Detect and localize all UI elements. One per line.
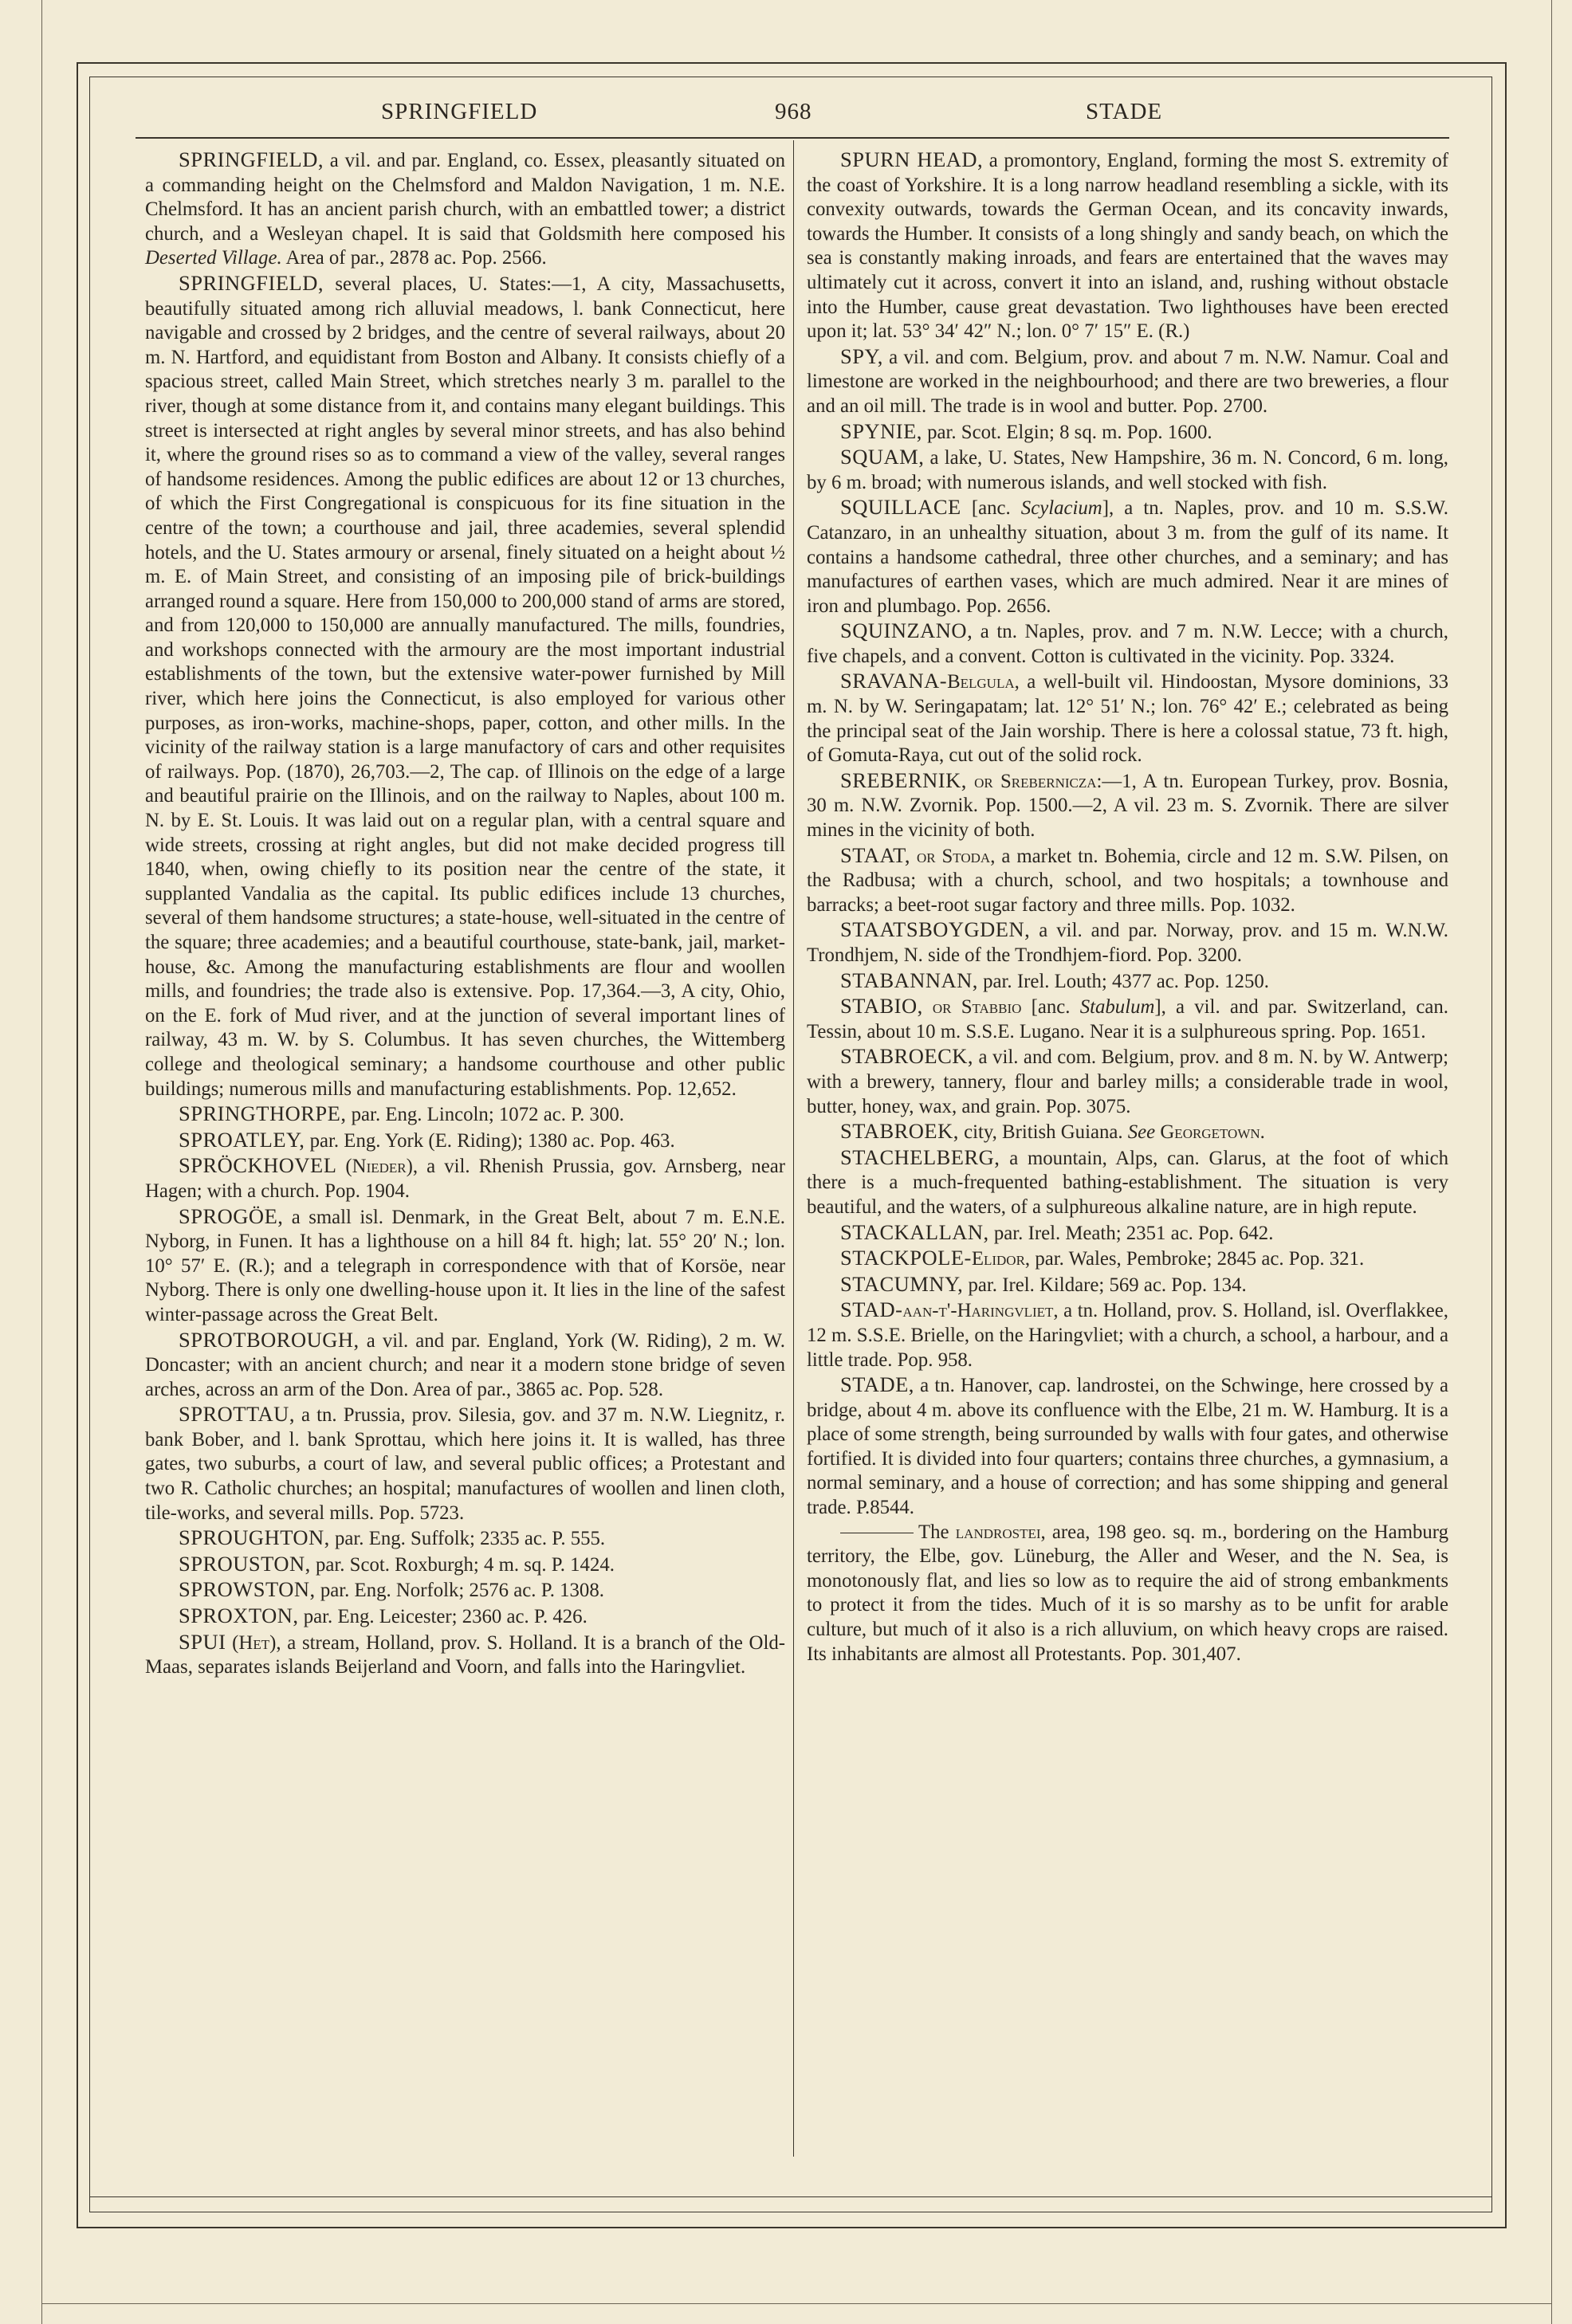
entry-text: a tn. Holland, prov. S. Holland, isl. Overflakkee, 12 m. S.S.E. Brielle, on the Haringvliet; with a church, a school, a harbour, and a little trade. Pop. 958. [807, 1300, 1448, 1371]
entry-text: par. Wales, Pembroke; 2845 ac. Pop. 321. [1030, 1248, 1365, 1270]
gazetteer-entry [807, 917, 1448, 968]
gazetteer-entry [807, 1145, 1448, 1220]
gazetteer-entry [807, 1119, 1448, 1145]
entry-smallcaps: Georgetown. [1155, 1121, 1265, 1144]
column-divider [793, 140, 794, 2157]
frame-bottom-rule [89, 2196, 1492, 2197]
gazetteer-entry [807, 1220, 1448, 1246]
entry-text: ], a tn. Naples, prov. and 10 m. S.S.W. Catanzaro, in an unhealthy situation, about 3 m. from the gulf of its name. It contains a handsome cathedral, three other churches, and a seminary; and has manufactures of earthen vases, which are much admired. Near it are mines of iron and plumbago. Pop. 2656. [807, 497, 1448, 617]
entry-headword: STACKALLAN, [840, 1219, 989, 1244]
entry-smallcaps: (Het), [226, 1631, 281, 1654]
entry-headword: STABROECK, [840, 1044, 974, 1069]
entry-text: a vil. Rhenish Prussia, gov. Arnsberg, near Hagen; with a church. Pop. 1904. [145, 1156, 785, 1202]
gazetteer-entry [145, 1128, 785, 1154]
entry-headword: SPY, [840, 343, 883, 368]
header-left-word: SPRINGFIELD [381, 99, 538, 124]
entry-text: city, British Guiana. [958, 1121, 1128, 1144]
entry-headword: SPROUSTON, [179, 1551, 311, 1576]
gazetteer-entry [807, 344, 1448, 419]
header-rule [136, 137, 1449, 139]
entry-text: par. Eng. Norfolk; 2576 ac. P. 1308. [315, 1580, 604, 1602]
gazetteer-entry [145, 1101, 785, 1128]
entry-headword: SPROXTON, [179, 1604, 299, 1628]
gazetteer-entry [807, 843, 1448, 918]
left-column [145, 147, 785, 1680]
gazetteer-entry [145, 1577, 785, 1604]
entry-headword: STABIO, [840, 994, 923, 1019]
running-header [89, 99, 1492, 131]
gazetteer-entry [807, 1372, 1448, 1521]
entry-text: a mountain, Alps, can. Glarus, at the foot of which there is a much-frequented bathing-establishment. The situation is very beautiful, and the waters, of a sulphureous alkaline nature, are in high repute. [807, 1147, 1448, 1218]
entry-text: area, 198 geo. sq. m., bordering on the Hamburg territory, the Elbe, gov. Lüneburg, the Aller and Weser, and the N. Sea, is monotonously flat, and lies so low as to require the aid of strong embankments to protect it from the tides. Much of it is so marshy as to be unfit for arable culture, but much of it also is a rich alluvium, on which heavy crops are raised. Its inhabitants are almost all Protestants. Pop. 301,407. [807, 1521, 1448, 1665]
right-column [807, 147, 1448, 1666]
gazetteer-entry [807, 1246, 1448, 1272]
entry-text: ], a vil. and par. Switzerland, can. Tessin, about 10 m. S.S.E. Lugano. Near it is a sulphureous spring. Pop. 1651. [807, 996, 1448, 1042]
entry-italic: See [1127, 1121, 1156, 1144]
gazetteer-entry [807, 1297, 1448, 1372]
entry-headword: SREBERNIK, [840, 767, 967, 792]
entry-smallcaps: or Srebernicza: [966, 770, 1102, 792]
entry-headword: SPRINGFIELD, [179, 147, 324, 171]
entry-headword: STAAT, [840, 842, 910, 867]
entry-headword: SPROGÖE, [179, 1203, 284, 1228]
entry-text: a vil. and par. England, co. Essex, pleasantly situated on a commanding height on the Chelmsford and Maldon Navigation, 1 m. N.E. Chelmsford. It has an ancient parish church, with an embattled tower; a district church, and a Wesleyan chapel. It is said that Goldsmith here composed his [145, 150, 785, 245]
entry-headword: SPUI [179, 1629, 226, 1654]
entry-headword: SPRÖCKHOVEL [179, 1153, 337, 1178]
entry-headword: SPRINGFIELD, [179, 270, 324, 295]
gazetteer-entry [807, 445, 1448, 495]
gazetteer-entry [145, 1525, 785, 1552]
entry-headword: SPROTBOROUGH, [179, 1327, 360, 1352]
entry-headword: STABROEK, [840, 1119, 959, 1144]
gazetteer-entry [807, 1521, 1448, 1667]
entry-text: —1, A tn. European Turkey, prov. Bosnia, 30 m. N.W. Zvornik. Pop. 1500.—2, A vil. 23 m. S. Zvornik. There are silver mines in the vicinity of both. [807, 770, 1448, 842]
gazetteer-entry [145, 1328, 785, 1403]
entry-text: par. Irel. Meath; 2351 ac. Pop. 642. [988, 1222, 1274, 1244]
entry-text: par. Eng. York (E. Riding); 1380 ac. Pop. 463. [305, 1129, 675, 1152]
gazetteer-entry [807, 618, 1448, 669]
entry-headword: STABANNAN, [840, 968, 978, 992]
gazetteer-entry [807, 968, 1448, 995]
entry-headword: SPURN HEAD, [840, 147, 984, 171]
entry-headword: SPROTTAU, [179, 1402, 295, 1427]
entry-text: a tn. Naples, prov. and 7 m. N.W. Lecce; with a church, five chapels, and a convent. Cotton is cultivated in the vicinity. Pop. 3324. [807, 621, 1448, 667]
entry-headword: STACKPOLE- [840, 1246, 972, 1270]
entry-smallcaps: or Stoda, [910, 845, 996, 867]
entry-italic: Deserted Village. [145, 247, 282, 269]
entry-text: a lake, U. States, New Hampshire, 36 m. N. Concord, 6 m. long, by 6 m. broad; with numerous islands, and well stocked with fish. [807, 447, 1448, 493]
entry-text: [anc. [1021, 996, 1080, 1019]
entry-smallcaps: aan-t'-Haringvliet, [902, 1300, 1059, 1322]
entry-headword: SRAVANA- [840, 669, 948, 693]
gazetteer-entry [807, 147, 1448, 344]
entry-text: par. Scot. Roxburgh; 4 m. sq. P. 1424. [310, 1553, 615, 1576]
right-margin-rule [1551, 0, 1552, 2324]
entry-text: a vil. and com. Belgium, prov. and about 7 m. N.W. Namur. Coal and limestone are worked in the neighbourhood; and there are two breweries, a flour and an oil mill. The trade is in wool and butter. Pop. 2700. [807, 346, 1448, 417]
gazetteer-entry [145, 1630, 785, 1680]
entry-text: [anc. [961, 497, 1021, 520]
entry-text: a tn. Prussia, prov. Silesia, gov. and 37 m. N.W. Liegnitz, r. bank Bober, and l. bank Sprottau, which here joins it. It is walled, has three gates, two suburbs, a court of law, and several public offices; a Protestant and two R. Catholic churches; an hospital; manufactures of woollen and linen cloth, tile-works, and several mills. Pop. 5723. [145, 1404, 785, 1524]
gazetteer-entry [807, 419, 1448, 446]
entry-headword: STACUMNY, [840, 1271, 964, 1296]
entry-headword: STAATSBOYGDEN, [840, 917, 1031, 942]
entry-text: par. Irel. Kildare; 569 ac. Pop. 134. [963, 1274, 1247, 1296]
entry-text: several places, U. States:—1, A city, Massachusetts, beautifully situated among rich alluvial meadows, l. bank Connecticut, here navigable and crossed by 2 bridges, and the centre of several railways, about 20 m. N. Hartford, and equidistant from Boston and Albany. It consists chiefly of a spacious street, called Main Street, which stretches nearly 3 m. parallel to the river, though at some distance from it, and contains many elegant buildings. This street is intersected at right angles by several minor streets, and has also behind it, where the ground rises so as to command a view of the valley, several ranges of handsome residences. Among the public edifices are about 12 or 13 churches, of which the First Congregational is conspicuous for its fine situation in the centre of the town; a courthouse and jail, three academies, several splendid hotels, and the U. States armoury or arsenal, finely situated on a height about ½ m. E. of Main Street, and consisting of an imposing pile of brick-buildings arranged round a square. Here from 150,000 to 200,000 stand of arms are stored, and from 120,000 to 150,000 are annually manufactured. The mills, foundries, and workshops connected with the armoury are the most important industrial establishments of the town, but the extensive water-power furnished by Mill river, which here joins the Connecticut, is also employed for various other purposes, as iron-works, machine-shops, paper, cotton, and other mills. In the vicinity of the railway station is a large manufactory of cars and other requisites of railways. Pop. (1870), 26,703.—2, The cap. of Illinois on the edge of a large and beautiful prairie on the Illinois, and on the railway to Naples, about 100 m. N. by E. St. Louis. It was laid out on a regular plan, with a central square and wide streets, crossing at right angles, but did not make decided progress till 1840, when, owing chiefly to its position near the centre of the state, it supplanted Vandalia as the capital. Its public edifices include 13 churches, several of them handsome structures; a state-house, well-situated in the centre of the square; three academies; and a beautiful courthouse, state-bank, jail, market-house, &c. Among the manufacturing establishments are flour and woollen mills, and foundries; the trade also is extensive. Pop. 17,364.—3, A city, Ohio, on the E. fork of Mud river, and at the junction of several important lines of railway, 43 m. W. by S. Columbus. It has seven churches, the Wittemberg college and theological seminary; a handsome courthouse and other public buildings; numerous mills and manufacturing establishments. Pop. 12,652. [145, 273, 785, 1100]
entry-text: par. Irel. Louth; 4377 ac. Pop. 1250. [977, 970, 1269, 992]
entry-text: Area of par., 2878 ac. Pop. 2566. [281, 247, 547, 269]
entry-text: a market tn. Bohemia, circle and 12 m. S.W. Pilsen, on the Radbusa; with a church, school, and two hospitals; a townhouse and barracks; a beet-root sugar factory and three mills. Pop. 1032. [807, 845, 1448, 916]
entry-text: par. Eng. Suffolk; 2335 ac. P. 555. [329, 1528, 606, 1550]
entry-smallcaps: (Nieder), [336, 1156, 419, 1178]
header-right-word: STADE [1086, 99, 1163, 124]
entry-text: par. Scot. Elgin; 8 sq. m. Pop. 1600. [922, 421, 1212, 443]
bottom-margin-rule [41, 2303, 1551, 2304]
gazetteer-entry [807, 994, 1448, 1044]
gazetteer-entry [145, 1604, 785, 1630]
left-margin-rule [41, 0, 42, 2324]
gazetteer-entry [145, 1402, 785, 1525]
entry-text: a promontory, England, forming the most S. extremity of the coast of Yorkshire. It is a long narrow headland resembling a sickle, with its convexity outwards, towards the German Ocean, and its concavity inwards, towards the Humber. It consists of a long shingly and sandy beach, on which the sea is constantly making inroads, and fears are entertained that the waves may ultimately cut it across, convert it into an island, and, rushing without obstacle into the Humber, cause great devastation. Two lighthouses have been erected upon it; lat. 53° 34′ 42″ N.; lon. 0° 7′ 15″ E. (R.) [807, 150, 1448, 343]
gazetteer-entry [145, 1204, 785, 1328]
entry-headword: SPYNIE, [840, 418, 922, 443]
gazetteer-entry [145, 147, 785, 271]
entry-italic: Stabulum [1079, 996, 1155, 1019]
entry-text: a small isl. Denmark, in the Great Belt, about 7 m. E.N.E. Nyborg, in Funen. It has a lighthouse on a hill 84 ft. high; lat. 55° 20′ N.; lon. 10° 57′ E. (R.); and a telegraph in correspondence with that of Korsöe, near Nyborg. There is only one dwelling-house upon it. It lies in the line of the safest winter-passage across the Great Belt. [145, 1206, 785, 1325]
entry-headword: SPROUGHTON, [179, 1525, 330, 1550]
entry-text: par. Eng. Lincoln; 1072 ac. P. 300. [346, 1104, 624, 1126]
entry-headword: SQUILLACE [840, 495, 961, 520]
entry-italic: Scylacium [1020, 497, 1102, 520]
entry-text: a stream, Holland, prov. S. Holland. It is a branch of the Old-Maas, separates islands Beijerland and Voorn, and falls into the Haringvliet. [145, 1631, 785, 1678]
gazetteer-entry [807, 1044, 1448, 1119]
gazetteer-entry [807, 1272, 1448, 1298]
entry-headword: SQUINZANO, [840, 618, 973, 643]
gazetteer-entry [145, 1552, 785, 1578]
entry-headword: SQUAM, [840, 445, 925, 469]
gazetteer-entry [145, 271, 785, 1101]
entry-text: a vil. and par. England, York (W. Riding), 2 m. W. Doncaster; with an ancient church; and near it a modern stone bridge of seven arches, across an arm of the Don. Area of par., 3865 ac. Pop. 528. [145, 1329, 785, 1400]
gazetteer-entry [807, 495, 1448, 618]
entry-headword: STADE, [840, 1372, 914, 1397]
entry-text: a well-built vil. Hindoostan, Mysore dominions, 33 m. N. by W. Seringapatam; lat. 12° 51′ N.; lon. 76° 42′ E.; celebrated as being the principal seat of the Jain worship. There is here a colossal statue, 73 ft. high, of Gomuta-Raya, cut out of the solid rock. [807, 671, 1448, 767]
page-number: 968 [775, 99, 812, 124]
entry-text: The [918, 1521, 956, 1543]
entry-smallcaps: Elidor, [971, 1248, 1031, 1270]
entry-text: a vil. and par. Norway, prov. and 15 m. W.N.W. Trondhjem, N. side of the Trondhjem-fiord. Pop. 3200. [807, 920, 1448, 966]
entry-text: a tn. Hanover, cap. landrostei, on the Schwinge, here crossed by a bridge, about 4 m. above its confluence with the Elbe, 21 m. W. Hamburg. It is a place of some strength, being surrounded by walls with four gates, and otherwise fortified. It is divided into four quarters; contains three churches, a gymnasium, a normal seminary, and a house of correction; and has some shipping and general trade. P.8544. [807, 1375, 1448, 1519]
gazetteer-entry [807, 669, 1448, 767]
gazetteer-entry [807, 768, 1448, 843]
entry-headword: SPRINGTHORPE, [179, 1101, 347, 1126]
entry-smallcaps: landrostei, [955, 1521, 1046, 1543]
entry-headword: STAD- [840, 1297, 903, 1322]
gazetteer-entry [145, 1153, 785, 1203]
entry-smallcaps: Belgula, [947, 671, 1020, 693]
entry-headword: SPROWSTON, [179, 1577, 316, 1602]
entry-text: par. Eng. Leicester; 2360 ac. P. 426. [298, 1606, 588, 1628]
entry-headword: SPROATLEY, [179, 1127, 305, 1152]
entry-smallcaps: or Stabbio [922, 996, 1022, 1019]
entry-headword: STACHELBERG, [840, 1144, 1000, 1169]
entry-text: a vil. and com. Belgium, prov. and 8 m. N. by W. Antwerp; with a brewery, tannery, flour and barley mills; a considerable trade in wool, butter, honey, wax, and grain. Pop. 3075. [807, 1046, 1448, 1117]
